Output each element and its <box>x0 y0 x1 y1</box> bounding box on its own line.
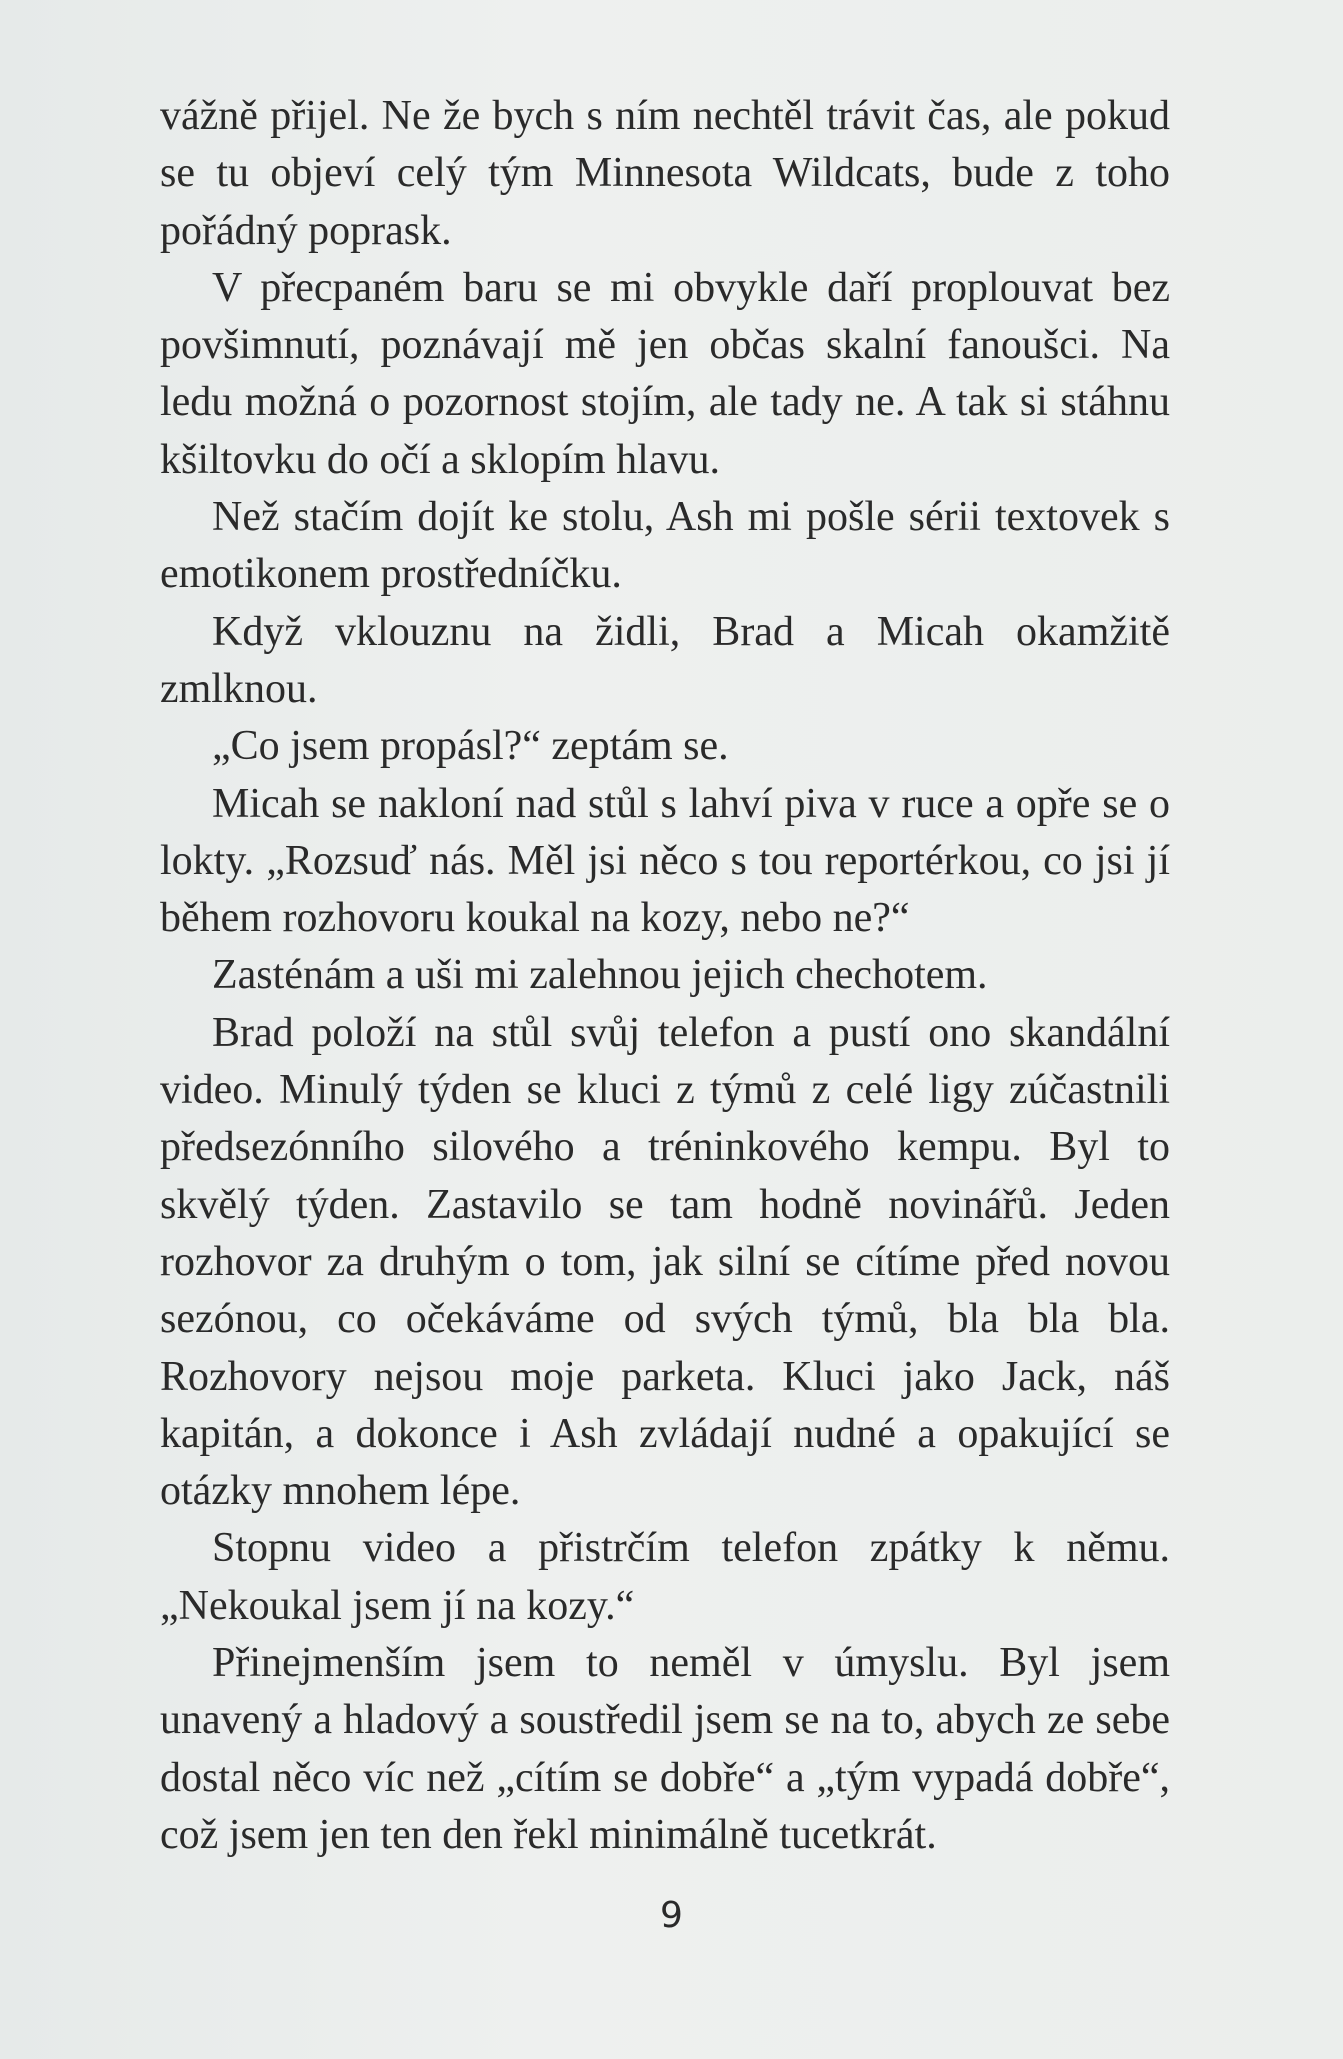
body-text <box>160 88 1170 1864</box>
paragraph: Přinejmenším jsem to neměl v úmyslu. Byl jsem unavený a hladový a soustředil jsem se na to, abych ze sebe dostal něco víc než „cítím se dobře“ a „tým vypadá dobře“, což jsem jen ten den řekl minimálně tucetkrát. <box>160 1640 1170 1858</box>
paragraph: „Co jsem propásl?“ zeptám se. <box>212 723 729 770</box>
paragraph: Micah se nakloní nad stůl s lahví piva v ruce a opře se o lokty. „Rozsuď nás. Měl jsi něco s tou reportérkou, co jsi jí během rozhovoru koukal na kozy, nebo ne?“ <box>160 780 1170 942</box>
paragraph: Když vklouznu na židli, Brad a Micah okamžitě zmlknou. <box>160 608 1170 712</box>
paragraph: Stopnu video a přistrčím telefon zpátky k němu. „Nekoukal jsem jí na kozy.“ <box>160 1525 1170 1629</box>
paragraph: V přecpaném baru se mi obvykle daří proplouvat bez povšimnutí, poznávají mě jen občas skalní fanoušci. Na ledu možná o pozornost stojím, ale tady ne. A tak si stáhnu kšiltovku do očí a sklopím hlavu. <box>160 264 1170 483</box>
paragraph: Zasténám a uši mi zalehnou jejich chechotem. <box>212 952 988 999</box>
paragraph: Brad položí na stůl svůj telefon a pustí ono skandální video. Minulý týden se kluci z týmů z celé ligy zúčastnili předsezónního silového a tréninkového kempu. Byl to skvělý týden. Zastavilo se tam hodně novinářů. Jeden rozhovor za druhým o tom, jak silní se cítíme před novou sezónou, co očekáváme od svých týmů, bla bla bla. Rozhovory nejsou moje parketa. Kluci jako Jack, náš kapitán, a dokonce i Ash zvládají nudné a opakující se otázky mnohem lépe. <box>160 1009 1170 1515</box>
page-number: 9 <box>660 1895 683 1936</box>
paragraph: Než stačím dojít ke stolu, Ash mi pošle sérii textovek s emotikonem prostředníčku. <box>160 494 1170 598</box>
paragraph: vážně přijel. Ne že bych s ním nechtěl trávit čas, ale pokud se tu objeví celý tým Minnesota Wildcats, bude z toho pořádný poprask. <box>160 93 1170 254</box>
